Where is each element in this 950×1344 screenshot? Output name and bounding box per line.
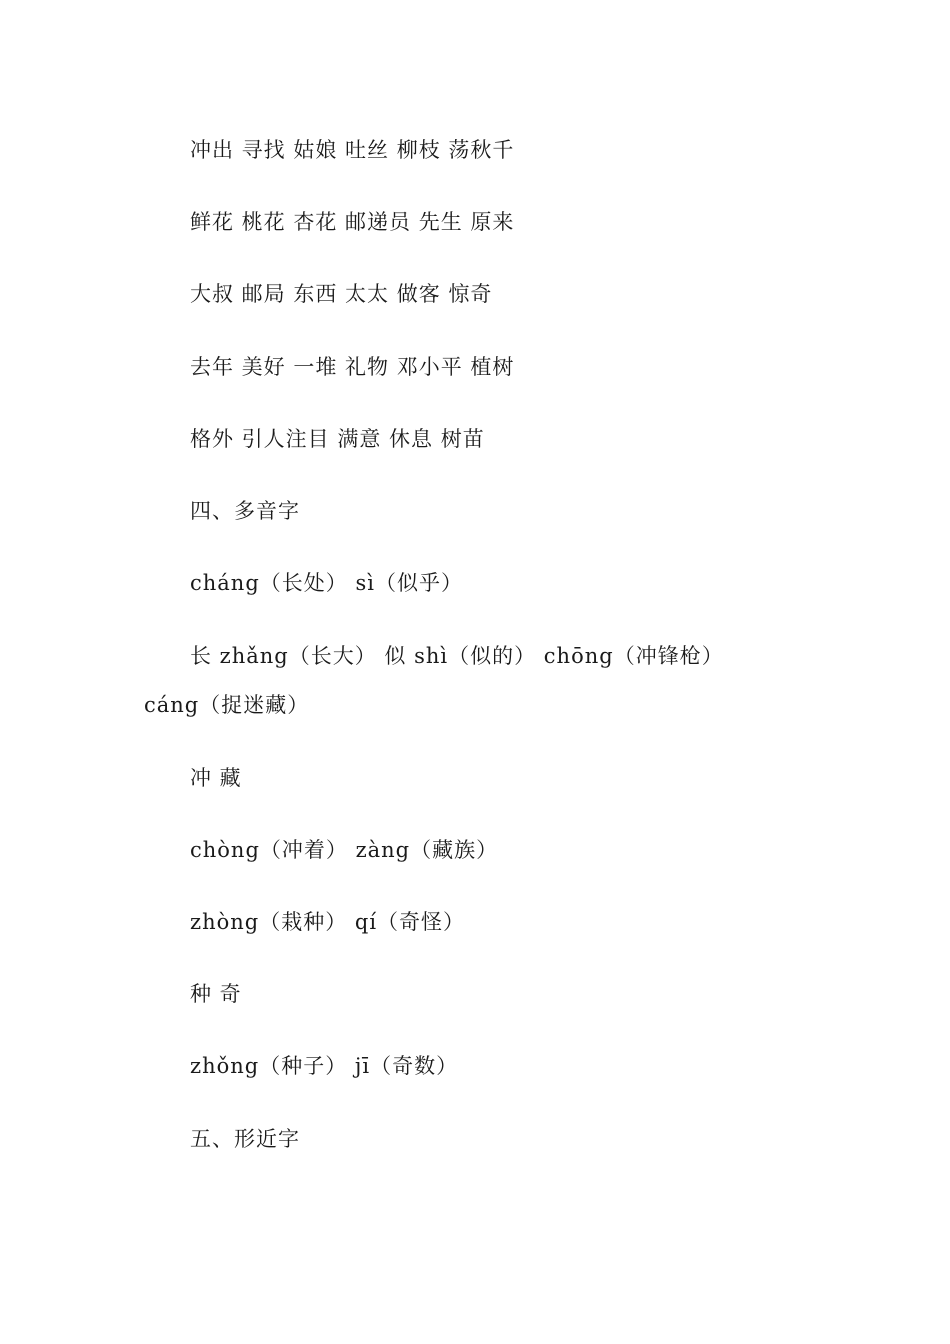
polyphone-line-3: chòng（冲着） zàng（藏族）: [190, 838, 499, 862]
polyphone-line-2-wrap: cáng（捉迷藏）: [144, 693, 310, 717]
polyphone-line-2: 长 zhǎng（长大） 似 shì（似的） chōng（冲锋枪）: [190, 644, 724, 668]
polyphone-line-1: cháng（长处） sì（似乎）: [190, 571, 463, 595]
section-heading-similar-chars: 五、形近字: [190, 1127, 300, 1151]
polyphone-line-4: zhòng（栽种） qí（奇怪）: [190, 910, 466, 934]
vocab-line-5: 格外 引人注目 满意 休息 树苗: [190, 427, 485, 451]
vocab-line-4: 去年 美好 一堆 礼物 邓小平 植树: [190, 355, 515, 379]
polyphone-chars-2: 种 奇: [190, 982, 242, 1006]
section-heading-polyphones: 四、多音字: [190, 499, 300, 523]
vocab-line-2: 鲜花 桃花 杏花 邮递员 先生 原来: [190, 210, 515, 234]
vocab-line-1: 冲出 寻找 姑娘 吐丝 柳枝 荡秋千: [190, 138, 515, 162]
polyphone-chars-1: 冲 藏: [190, 766, 242, 790]
polyphone-line-5: zhǒng（种子） jī（奇数）: [190, 1054, 459, 1078]
vocab-line-3: 大叔 邮局 东西 太太 做客 惊奇: [190, 282, 493, 306]
